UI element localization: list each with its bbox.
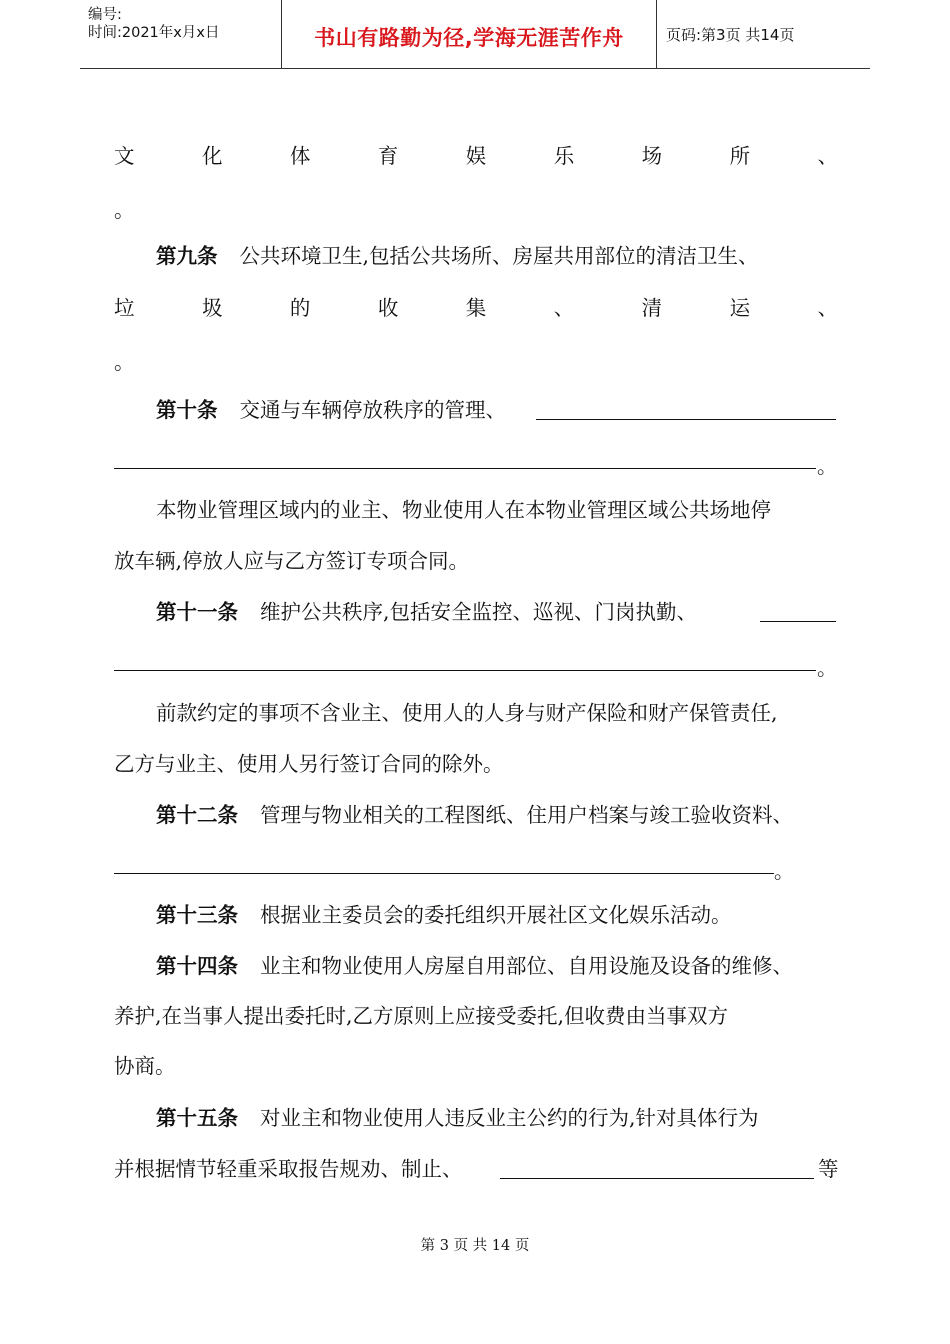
article-10 xyxy=(156,396,506,424)
body-line-4 xyxy=(114,294,838,322)
spread-char: 文 xyxy=(114,144,135,168)
spread-char: 体 xyxy=(289,144,311,168)
spread-char: 清 xyxy=(641,296,663,320)
spread-char: 化 xyxy=(201,144,223,168)
fill-in-blank-line xyxy=(536,419,836,420)
spread-char: 、 xyxy=(817,144,838,168)
article-11-title: 第十一条 xyxy=(156,600,238,624)
body-line-5: 。 xyxy=(114,350,135,374)
article-14-title: 第十四条 xyxy=(156,954,238,978)
spread-char: 所 xyxy=(729,144,751,168)
spread-char: 收 xyxy=(377,296,399,320)
exclusion-paragraph-line-2: 乙方与业主、使用人另行签订合同的除外。 xyxy=(114,752,504,776)
article-14-line-3: 协商。 xyxy=(114,1054,176,1078)
body-line-2: 。 xyxy=(114,198,135,222)
exclusion-paragraph-line-1: 前款约定的事项不含业主、使用人的人身与财产保险和财产保管责任, xyxy=(156,701,778,725)
header-page-info: 页码:第3页 共14页 xyxy=(666,26,795,44)
fill-in-blank-line xyxy=(500,1178,814,1179)
header-page-cell xyxy=(657,0,870,68)
document-time-label: 时间:2021年x月x日 xyxy=(88,25,220,41)
spread-char: 运 xyxy=(729,296,751,320)
article-15 xyxy=(156,1104,759,1132)
article-13-text: 根据业主委员会的委托组织开展社区文化娱乐活动。 xyxy=(260,903,732,927)
article-12-text: 管理与物业相关的工程图纸、住用户档案与竣工验收资料、 xyxy=(260,803,793,827)
article-15-line-2: 并根据情节轻重采取报告规劝、制止、 xyxy=(114,1157,463,1181)
spread-char: 娱 xyxy=(465,144,487,168)
spread-char: 育 xyxy=(377,144,399,168)
body-line-1 xyxy=(114,142,838,170)
spread-char: 圾 xyxy=(201,296,223,320)
article-13-title: 第十三条 xyxy=(156,903,238,927)
article-9 xyxy=(156,242,759,270)
fill-in-blank-line xyxy=(114,873,774,874)
article-11-text: 维护公共秩序,包括安全监控、巡视、门岗执勤、 xyxy=(260,600,698,624)
article-12-title: 第十二条 xyxy=(156,803,238,827)
article-14-text: 业主和物业使用人房屋自用部位、自用设施及设备的维修、 xyxy=(260,954,793,978)
article-14 xyxy=(156,952,793,980)
article-9-text: 公共环境卫生,包括公共场所、房屋共用部位的清洁卫生、 xyxy=(239,244,759,268)
spread-char: 场 xyxy=(641,144,663,168)
fill-in-blank-line xyxy=(760,621,836,622)
parking-paragraph-line-1: 本物业管理区域内的业主、物业使用人在本物业管理区域公共场地停 xyxy=(156,498,771,522)
article-11 xyxy=(156,598,697,626)
article-15-title: 第十五条 xyxy=(156,1106,238,1130)
spread-char: 乐 xyxy=(553,144,575,168)
article-9-title: 第九条 xyxy=(156,244,218,268)
parking-paragraph-line-2: 放车辆,停放人应与乙方签订专项合同。 xyxy=(114,549,470,573)
article-12-end: 。 xyxy=(774,859,794,883)
spread-char: 、 xyxy=(553,296,575,320)
spread-char: 、 xyxy=(817,296,838,320)
article-15-end: 等 xyxy=(818,1157,839,1181)
article-11-end: 。 xyxy=(817,656,837,680)
article-10-title: 第十条 xyxy=(156,398,218,422)
article-10-end: 。 xyxy=(817,454,837,478)
article-12 xyxy=(156,801,793,829)
article-14-line-2: 养护,在当事人提出委托时,乙方原则上应接受委托,但收费由当事双方 xyxy=(114,1004,729,1028)
article-15-text: 对业主和物业使用人违反业主公约的行为,针对具体行为 xyxy=(260,1106,759,1130)
document-number-label: 编号: xyxy=(88,7,122,23)
page-footer: 第 3 页 共 14 页 xyxy=(420,1238,530,1254)
header-meta-cell xyxy=(80,0,281,68)
document-header xyxy=(80,0,870,69)
spread-char: 的 xyxy=(289,296,311,320)
article-13 xyxy=(156,901,732,929)
fill-in-blank-line xyxy=(114,468,816,469)
article-10-text: 交通与车辆停放秩序的管理、 xyxy=(239,398,506,422)
header-motto-cell xyxy=(281,0,657,68)
spread-char: 集 xyxy=(465,296,487,320)
fill-in-blank-line xyxy=(114,670,816,671)
header-motto: 书山有路勤为径,学海无涯苦作舟 xyxy=(314,26,624,50)
spread-char: 垃 xyxy=(114,296,135,320)
